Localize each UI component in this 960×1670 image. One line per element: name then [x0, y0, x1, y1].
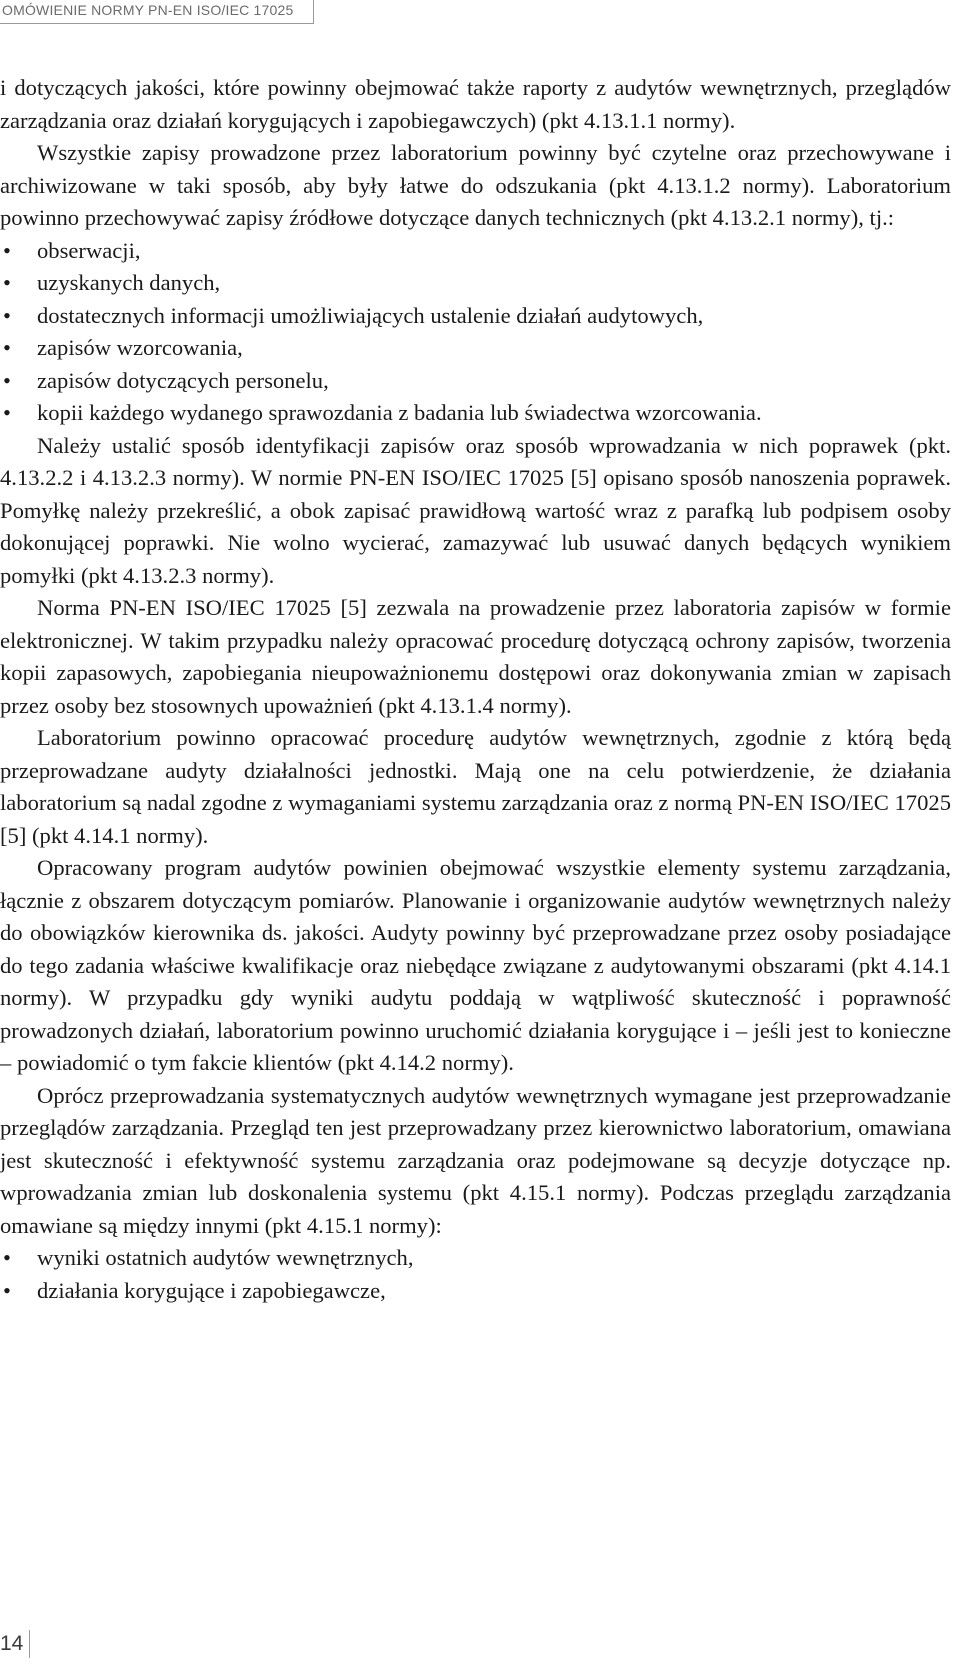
bullet-icon: •	[3, 400, 11, 425]
paragraph-audit-program: Opracowany program audytów powinien obejmować wszystkie elementy systemu zarządzania, łącznie z obszarem dotyczącym pomiarów. Planowanie i organizowanie audytów wewnętrznych należy do obowiązków kierownika ds. jakości. Audyty powinny być przeprowadzane przez osoby posiadające do tego zadania właściwe kwalifikacje oraz niebędące związane z audytowanymi obszarami (pkt 4.14.1 normy). W przypadku gdy wyniki audytu poddają w wątpliwość skuteczność i poprawność prowadzonych działań, laboratorium powinno uruchomić działania korygujące i – jeśli jest to konieczne – powiadomić o tym fakcie klientów (pkt 4.14.2 normy).	[0, 855, 951, 1075]
list-item	[0, 1275, 951, 1308]
list-item	[0, 397, 951, 430]
list-item-text: dostatecznych informacji umożliwiających ustalenie działań audytowych,	[37, 302, 704, 328]
review-list	[0, 1242, 951, 1307]
list-item-text: działania korygujące i zapobiegawcze,	[37, 1277, 386, 1303]
list-item	[0, 235, 951, 268]
list-item	[0, 1242, 951, 1275]
page-number: 14	[0, 1630, 30, 1658]
list-item	[0, 267, 951, 300]
paragraph-electronic-records: Norma PN-EN ISO/IEC 17025 [5] zezwala na prowadzenie przez laboratoria zapisów w formie elektronicznej. W takim przypadku należy opracować procedurę dotyczącą ochrony zapisów, tworzenia kopii zapasowych, zapobiegania nieupoważnionemu dostępowi oraz dokonywania zmian w zapisach przez osoby bez stosownych upoważnień (pkt 4.13.1.4 normy).	[0, 595, 951, 718]
paragraph-corrections: Należy ustalić sposób identyfikacji zapisów oraz sposób wprowadzania w nich poprawek (pkt. 4.13.2.2 i 4.13.2.3 normy). W normie PN-EN ISO/IEC 17025 [5] opisano sposób nanoszenia poprawek. Pomyłkę należy przekreślić, a obok zapisać prawidłową wartość wraz z parafką lub podpisem osoby dokonującej poprawki. Nie wolno wycierać, zamazywać lub usuwać danych będących wynikiem pomyłki (pkt 4.13.2.3 normy).	[0, 432, 951, 588]
list-item-text: obserwacji,	[37, 237, 141, 263]
bullet-icon: •	[3, 367, 11, 393]
page-body	[0, 72, 951, 1307]
running-header	[0, 0, 314, 24]
paragraph-records-readability: Wszystkie zapisy prowadzone przez laboratorium powinny być czytelne oraz przechowywane i archiwizowane w taki sposób, aby były łatwe do odszukania (pkt 4.13.1.2 normy). Laboratorium powinno przechowywać zapisy źródłowe dotyczące danych technicznych (pkt 4.13.2.1 normy), tj.:	[0, 140, 951, 230]
bullet-icon: •	[3, 1245, 11, 1270]
bullet-icon: •	[3, 1277, 11, 1303]
list-item-text: zapisów wzorcowania,	[37, 335, 243, 360]
list-item-text: wyniki ostatnich audytów wewnętrznych,	[37, 1245, 414, 1270]
bullet-icon: •	[3, 302, 11, 328]
list-item	[0, 332, 951, 365]
records-list	[0, 235, 951, 430]
paragraph-records-continuation: i dotyczących jakości, które powinny obejmować także raporty z audytów wewnętrznych, przeglądów zarządzania oraz działań korygujących i zapobiegawczych) (pkt 4.13.1.1 normy).	[0, 75, 951, 133]
paragraph-internal-audits: Laboratorium powinno opracować procedurę audytów wewnętrznych, zgodnie z którą będą przeprowadzane audyty działalności jednostki. Mają one na celu potwierdzenie, że działania laboratorium są nadal zgodne z wymaganiami systemu zarządzania oraz z normą PN-EN ISO/IEC 17025 [5] (pkt 4.14.1 normy).	[0, 725, 951, 848]
list-item	[0, 365, 951, 398]
list-item-text: zapisów dotyczących personelu,	[37, 367, 329, 393]
bullet-icon: •	[3, 270, 11, 295]
list-item-text: uzyskanych danych,	[37, 270, 221, 295]
list-item	[0, 300, 951, 333]
bullet-icon: •	[3, 237, 11, 263]
running-header-title: OMÓWIENIE NORMY PN-EN ISO/IEC 17025	[2, 2, 294, 18]
bullet-icon: •	[3, 335, 11, 360]
list-item-text: kopii każdego wydanego sprawozdania z badania lub świadectwa wzorcowania.	[37, 400, 762, 425]
paragraph-management-review: Oprócz przeprowadzania systematycznych audytów wewnętrznych wymagane jest przeprowadzanie przeglądów zarządzania. Przegląd ten jest przeprowadzany przez kierownictwo laboratorium, omawiana jest skuteczność i efektywność systemu zarządzania oraz podejmowane są decyzje dotyczące np. wprowadzania zmian lub doskonalenia systemu (pkt 4.15.1 normy). Podczas przeglądu zarządzania omawiane są między innymi (pkt 4.15.1 normy):	[0, 1082, 951, 1238]
